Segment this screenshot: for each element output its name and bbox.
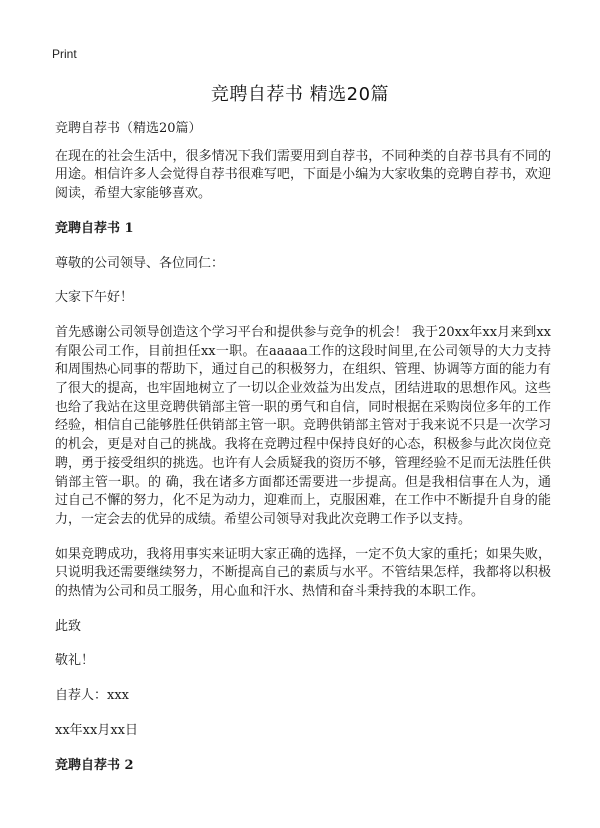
salutation: 尊敬的公司领导、各位同仁： xyxy=(55,255,225,271)
body-paragraph-2: 如果竞聘成功，我将用事实来证明大家正确的选择，一定不负大家的重托；如果失败，只说明我还需要继续努力，不断提高自己的素质与水平。不管结果怎样，我都将以积极的热情为公司和员工服务，用心血和汗水、热情和奋斗秉持我的本职工作。 xyxy=(55,546,551,600)
signature: 自荐人：xxx xyxy=(55,688,129,704)
document-title: 竞聘自荐书 精选20篇 xyxy=(210,84,390,105)
closing-line-1: 此致 xyxy=(55,618,82,634)
document-body xyxy=(55,120,551,791)
greeting: 大家下午好！ xyxy=(55,290,134,306)
section-heading-2: 竞聘自荐书 2 xyxy=(55,757,134,773)
document-subtitle: 竞聘自荐书（精选20篇） xyxy=(55,121,202,136)
print-label: Print xyxy=(52,47,77,61)
section-heading-1: 竞聘自荐书 1 xyxy=(55,220,134,236)
date-line: xx年xx月xx日 xyxy=(55,722,138,738)
body-paragraph-1: 首先感谢公司领导创造这个学习平台和提供参与竞争的机会！ 我于20xx年xx月来到xx有限公司工作，目前担任xx一职。在aaaaa工作的这段时间里,在公司领导的大力支持和周围热心同事的帮助下，通过自己的积极努力，在组织、管理、协调等方面的能力有了很大的提高，也牢固地树立了一切以企业效益为出发点，团结进取的思想作风。这些也给了我站在这里竞聘供销部主管一职的勇气和自信，同时根据在采购岗位多年的工作经验，相信自己能够胜任供销部主管一职。竞聘供销部主管对于我来说不只是一次学习的机会，更是对自己的挑战。我将在竞聘过程中保持良好的心态，积极参与此次岗位竞聘，勇于接受组织的挑选。也许有人会质疑我的资历不够，管理经验不足而无法胜任供销部主管一职。的 确，我在诸多方面都还需要进一步提高。但是我相信事在人为，通过自己不懈的努力，化不足为动力，迎难而上，克服困难，在工作中不断提升自身的能力，一定会去的优异的成绩。希望公司领导对我此次竞聘工作予以支持。 xyxy=(55,324,551,527)
intro-paragraph: 在现在的社会生活中，很多情况下我们需要用到自荐书，不同种类的自荐书具有不同的用途。相信许多人会觉得自荐书很难写吧，下面是小编为大家收集的竞聘自荐书，欢迎阅读，希望大家能够喜欢。 xyxy=(55,148,551,202)
closing-line-2: 敬礼！ xyxy=(55,653,95,669)
